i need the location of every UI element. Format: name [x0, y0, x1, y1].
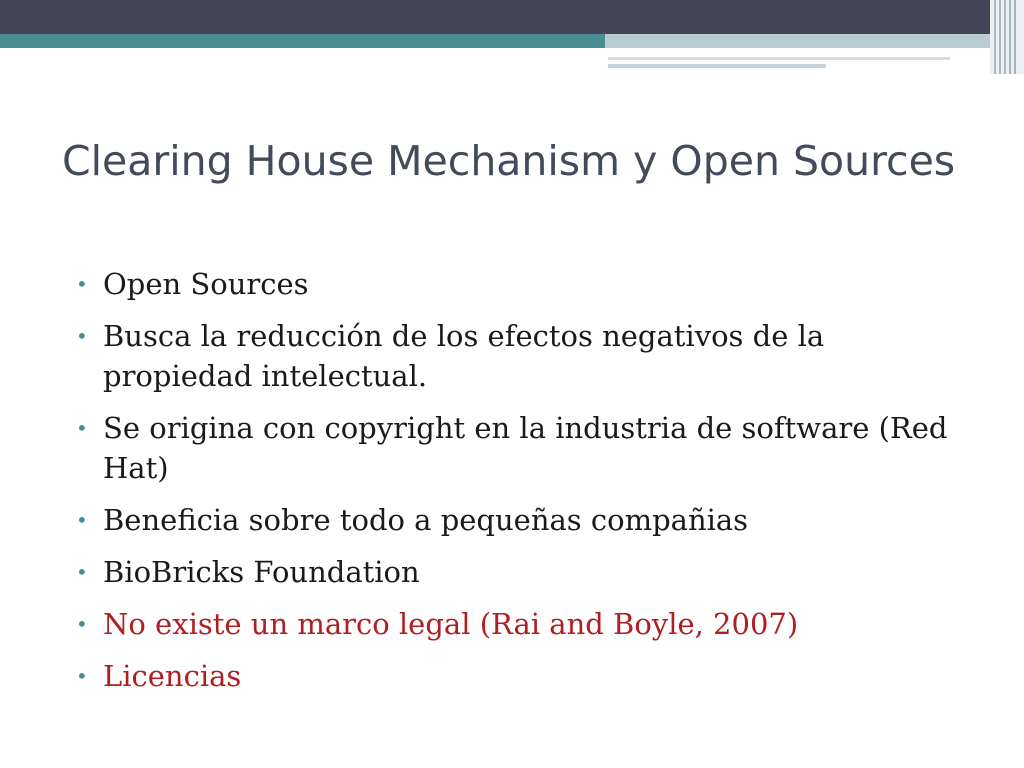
bullet-icon: •: [76, 272, 88, 296]
bullet-item: [76, 604, 976, 644]
bullet-icon: •: [76, 416, 88, 440]
slide-title: Clearing House Mechanism y Open Sources: [62, 137, 956, 185]
bullet-text: Se origina con copyright en la industria de software (Red Hat): [103, 411, 948, 485]
bullet-icon: •: [76, 664, 88, 688]
header-accent-line: [608, 57, 950, 60]
bullet-item: [76, 408, 976, 488]
bullet-item: [76, 264, 976, 304]
bullet-item: [76, 316, 976, 396]
bullet-icon: •: [76, 324, 88, 348]
bullet-icon: •: [76, 560, 88, 584]
bullet-text: No existe un marco legal (Rai and Boyle, 2007): [103, 607, 799, 641]
header-accent-line: [608, 64, 826, 68]
bullet-text: Open Sources: [103, 267, 309, 301]
corner-stripe: [1014, 0, 1016, 74]
bullet-item: [76, 552, 976, 592]
corner-stripe: [1009, 0, 1011, 74]
bullet-list: [76, 264, 976, 708]
bullet-text: BioBricks Foundation: [103, 555, 420, 589]
bullet-item: [76, 500, 976, 540]
bullet-text: Licencias: [103, 659, 242, 693]
bullet-item: [76, 656, 976, 696]
header-band-teal: [0, 34, 605, 48]
bullet-icon: •: [76, 612, 88, 636]
corner-stripe: [999, 0, 1001, 74]
bullet-text: Beneficia sobre todo a pequeñas compañias: [103, 503, 749, 537]
bullet-icon: •: [76, 508, 88, 532]
header-band-dark: [0, 0, 1024, 34]
corner-stripe: [1004, 0, 1006, 74]
corner-stripe: [994, 0, 996, 74]
bullet-text: Busca la reducción de los efectos negativos de la propiedad intelectual.: [103, 319, 825, 393]
header-band-teal-light: [605, 34, 995, 48]
